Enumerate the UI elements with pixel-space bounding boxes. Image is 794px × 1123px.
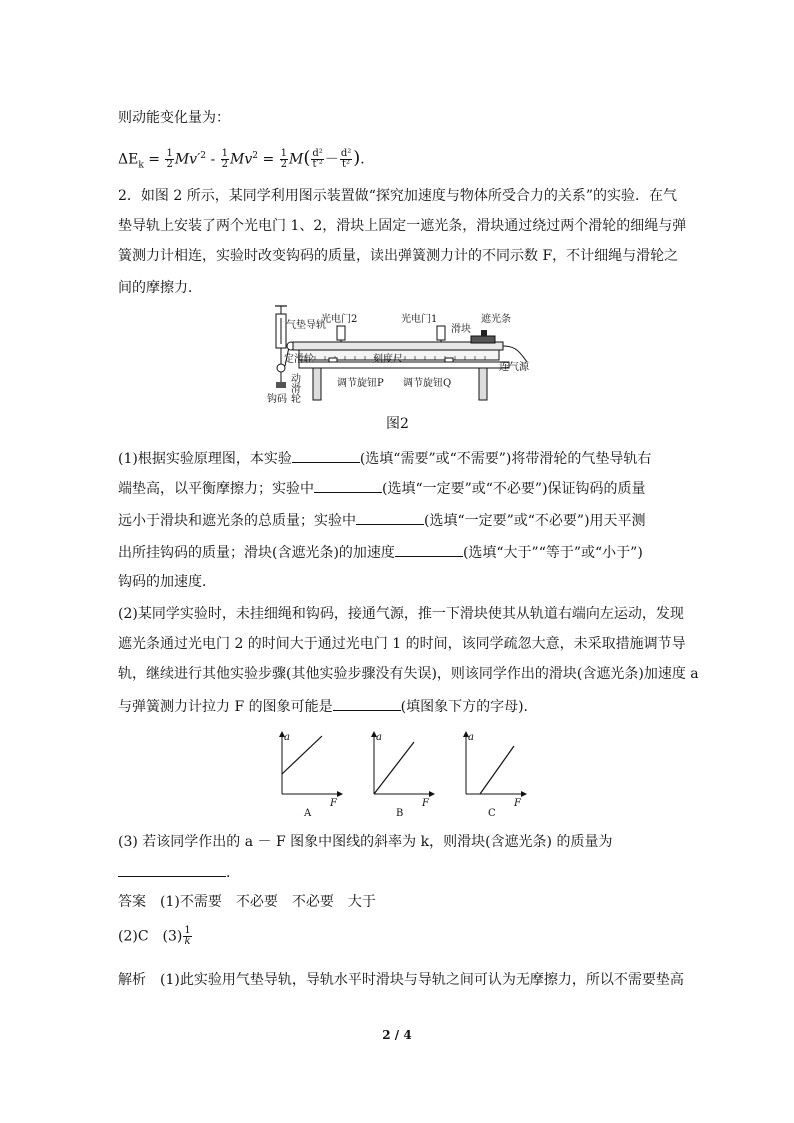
photogate-1: [437, 326, 445, 340]
photogate-2: [337, 326, 345, 340]
part3-line-2: .: [118, 862, 230, 883]
q2-line-2: 垫导轨上安装了两个光电门 1、2，滑块上固定一遮光条，滑块通过绕过两个滑轮的细绳与弹: [118, 218, 687, 234]
slider: [471, 336, 495, 343]
label-moving-pulley-2: 滑: [291, 384, 301, 395]
answer-line-2: (2)C (3) $\frac{1}{k}$: [118, 925, 191, 947]
answer-label: 答案: [118, 894, 146, 910]
part2-line-4: 与弹簧测力计拉力 F 的图象可能是 (填图象下方的字母)．: [118, 696, 538, 717]
svg-text:a: a: [468, 732, 474, 743]
graph-c-label: C: [488, 808, 496, 819]
part1-line-5: 钩码的加速度．: [118, 574, 216, 590]
part2-line-2: 遮光条通过光电门 2 的时间大于通过光电门 1 的时间，该同学疏忽大意，未采取措施调节导: [118, 636, 686, 652]
label-knob-q: 调节旋钮Q: [403, 378, 452, 389]
part1-line-4: 出所挂钩码的质量；滑块(含遮光条)的加速度 (选填“大于”“等于”或“小于”): [118, 542, 643, 563]
label-moving-pulley-3: 轮: [291, 394, 301, 405]
part1-line-2: 端垫高，以平衡摩擦力；实验中 (选填“一定要”或“不必要”)保证钩码的质量: [118, 478, 646, 499]
graph-c-line: [480, 746, 514, 794]
light-shade: [481, 330, 487, 336]
part3-line-1: (3) 若该同学作出的 a － F 图象中图线的斜率为 k，则滑块(含遮光条) 的质量为: [118, 834, 613, 850]
figure-caption: 图2: [386, 416, 409, 432]
graph-a-label: A: [304, 808, 312, 819]
label-weight: 钩码: [267, 394, 287, 405]
formula-term2: Mv: [230, 151, 253, 168]
knob-q: [445, 358, 453, 362]
blank-3: [356, 510, 424, 525]
blank-2: [314, 478, 382, 493]
knob-p: [329, 358, 337, 362]
table-top: [299, 362, 509, 368]
graph-options: [268, 728, 530, 824]
formula-eq: =: [143, 151, 165, 168]
q2-line-3: 簧测力计相连，实验时改变钩码的质量，读出弹簧测力计的不同示数 F，不计细绳与滑轮之: [118, 248, 679, 264]
part2-line-1: (2)某同学实验时，未挂细绳和钩码，接通气源，推一下滑块使其从轨道右端向左运动，发现: [118, 606, 684, 622]
svg-text:a: a: [284, 732, 290, 743]
part2-line-3: 轨，继续进行其他实验步骤(其他实验步骤没有失误)，则该同学作出的滑块(含遮光条)加速度 a: [118, 666, 699, 682]
formula-half-3: $\frac{1}{2}$: [280, 148, 288, 171]
q2-line-1: 2．如图 2 所示，某同学利用图示装置做“探究加速度与物体所受合力的关系”的实验．在气: [118, 188, 678, 204]
formula-lhs-sub: k: [138, 160, 144, 171]
formula-lhs: ΔE: [118, 151, 139, 168]
graph-b: [374, 732, 432, 819]
formula-term3: M: [289, 151, 304, 168]
blank-4: [395, 542, 463, 557]
formula-frac-a: $\frac{\text{d²}}{\text{t′²}}$: [312, 148, 323, 171]
graph-a: [282, 732, 340, 819]
kinetic-energy-formula: $\Delta E_k$ = $\frac{1}{2}$ $Mv'^2$ - $\frac{1}{2}$ $Mv^2$ = $\frac{1}{2}$ M( $\frac{\text{d²}}{\text{t′²}}$ － $\frac{\text{d²}}{\text{t²}}$ ).: [118, 147, 365, 171]
graph-b-line: [374, 742, 414, 794]
q2-line-4: 间的摩擦力．: [118, 280, 202, 296]
formula-half-1: $\frac{1}{2}$: [166, 148, 173, 171]
formula-term1: Mv′: [174, 151, 201, 168]
label-moving-pulley-1: 动: [291, 374, 301, 385]
label-knob-p: 调节旋钮P: [337, 378, 384, 389]
label-air-track: 气垫导轨: [286, 320, 326, 331]
part1-line-3: 远小于滑块和遮光条的总质量；实验中 (选填“一定要”或“不必要”)用天平测: [118, 510, 646, 531]
svg-text:F: F: [422, 798, 429, 809]
label-scale: 刻度尺: [373, 354, 403, 365]
weight: [276, 382, 286, 388]
answer-line-1: 答案 (1)不需要 不必要 不必要 大于: [118, 894, 376, 910]
label-slider: 滑块: [451, 324, 471, 335]
svg-text:F: F: [514, 798, 521, 809]
label-shade: 遮光条: [481, 314, 511, 325]
answer-frac: $\frac{1}{k}$: [184, 925, 191, 947]
apparatus-diagram: [255, 302, 545, 410]
graph-b-label: B: [396, 808, 404, 819]
label-gate2: 光电门2: [321, 314, 358, 325]
moving-pulley: [277, 364, 285, 372]
air-hose: [503, 346, 527, 362]
page-number: 2 / 4: [382, 1028, 412, 1042]
part1-line-1: (1)根据实验原理图，本实验 (选填“需要”或“不需要”)将带滑轮的气垫导轨右: [118, 448, 651, 469]
svg-text:a: a: [376, 732, 382, 743]
blank-5: [333, 696, 401, 711]
label-fixed-pulley: 定滑轮: [284, 354, 314, 365]
analysis-label: 解析: [118, 972, 146, 988]
label-air-source: 连气源: [499, 362, 529, 373]
graph-c: [466, 732, 524, 819]
intro-line: 则动能变化量为：: [118, 110, 230, 126]
formula-half-2: $\frac{1}{2}$: [221, 148, 229, 171]
formula-frac-b: $\frac{\text{d²}}{\text{t²}}$: [340, 148, 352, 171]
svg-text:F: F: [330, 798, 337, 809]
blank-1: [292, 448, 360, 463]
blank-6: [118, 862, 226, 877]
label-gate1: 光电门1: [401, 314, 438, 325]
analysis-line: 解析 (1)此实验用气垫导轨，导轨水平时滑块与导轨之间可认为无摩擦力，所以不需要垫高: [118, 972, 684, 988]
